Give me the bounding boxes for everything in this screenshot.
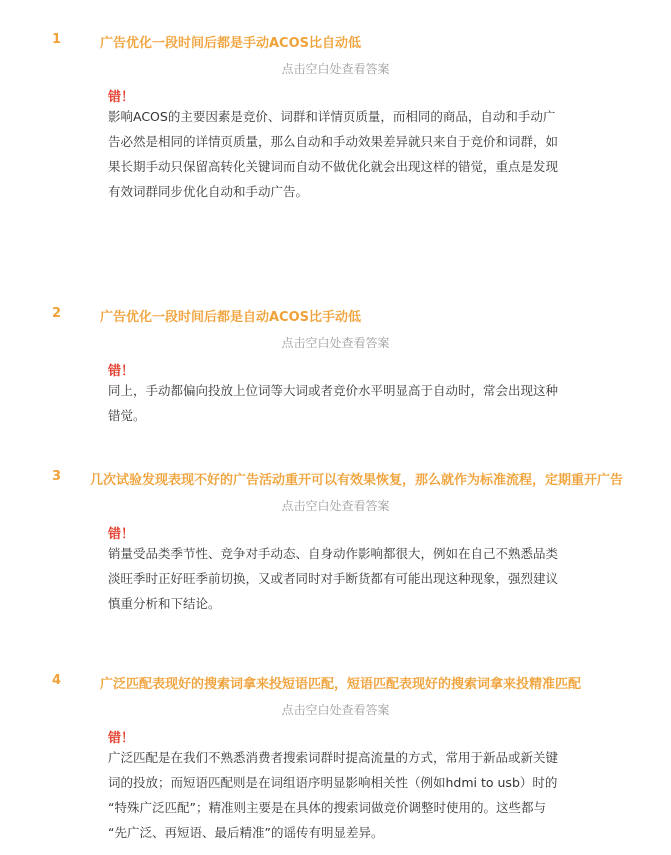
question-number: 3 — [52, 469, 62, 484]
explanation-line: 果长期手动只保留高转化关键词而自动不做优化就会出现这样的错觉，重点是发现 — [108, 159, 559, 174]
reveal-answer-prompt[interactable]: 点击空白处查看答案 — [281, 336, 390, 350]
answer-explanation — [108, 745, 588, 845]
question-number: 2 — [52, 306, 62, 321]
explanation-line: 告必然是相同的详情页质量，那么自动和手动效果差异就只来自于竞价和词群，如 — [108, 134, 559, 149]
explanation-line: “特殊广泛匹配”；精准则主要是在具体的搜索词做竞价调整时使用的。这些都与 — [108, 800, 546, 815]
answer-verdict: 错！ — [108, 731, 135, 746]
question-statement: 广告优化一段时间后都是自动ACOS比手动低 — [100, 310, 362, 325]
explanation-line: 销量受品类季节性、竞争对手动态、自身动作影响都很大，例如在自己不熟悉品类 — [108, 546, 559, 561]
question-number: 1 — [52, 32, 62, 47]
question-statement: 几次试验发现表现不好的广告活动重开可以有效果恢复，那么就作为标准流程，定期重开广告 — [90, 473, 624, 488]
answer-verdict: 错！ — [108, 527, 135, 542]
question-statement: 广告优化一段时间后都是手动ACOS比自动低 — [100, 36, 362, 51]
question-number: 4 — [52, 673, 62, 688]
explanation-line: 同上，手动都偏向投放上位词等大词或者竞价水平明显高于自动时，常会出现这种 — [108, 383, 559, 398]
answer-verdict: 错！ — [108, 364, 135, 379]
answer-explanation — [108, 104, 588, 204]
reveal-answer-prompt[interactable]: 点击空白处查看答案 — [281, 499, 390, 513]
answer-verdict: 错！ — [108, 90, 135, 105]
reveal-answer-prompt[interactable]: 点击空白处查看答案 — [281, 62, 390, 76]
explanation-line: 有效词群同步优化自动和手动广告。 — [108, 184, 309, 199]
question-statement: 广泛匹配表现好的搜索词拿来投短语匹配，短语匹配表现好的搜索词拿来投精准匹配 — [100, 677, 582, 692]
explanation-line: 影响ACOS的主要因素是竞价、词群和详情页质量，而相同的商品，自动和手动广 — [108, 109, 556, 124]
explanation-line: 广泛匹配是在我们不熟悉消费者搜索词群时提高流量的方式，常用于新品或新关键 — [108, 750, 559, 765]
explanation-line: 错觉。 — [108, 408, 146, 423]
answer-explanation — [108, 378, 588, 428]
explanation-line: 淡旺季时正好旺季前切换，又或者同时对手断货都有可能出现这种现象，强烈建议 — [108, 571, 559, 586]
explanation-line: 慎重分析和下结论。 — [108, 596, 221, 611]
explanation-line: 词的投放；而短语匹配则是在词组语序明显影响相关性（例如hdmi to usb）时的 — [108, 775, 558, 790]
answer-explanation — [108, 541, 588, 616]
explanation-line: “先广泛、再短语、最后精准”的谣传有明显差异。 — [108, 825, 384, 840]
reveal-answer-prompt[interactable]: 点击空白处查看答案 — [281, 703, 390, 717]
